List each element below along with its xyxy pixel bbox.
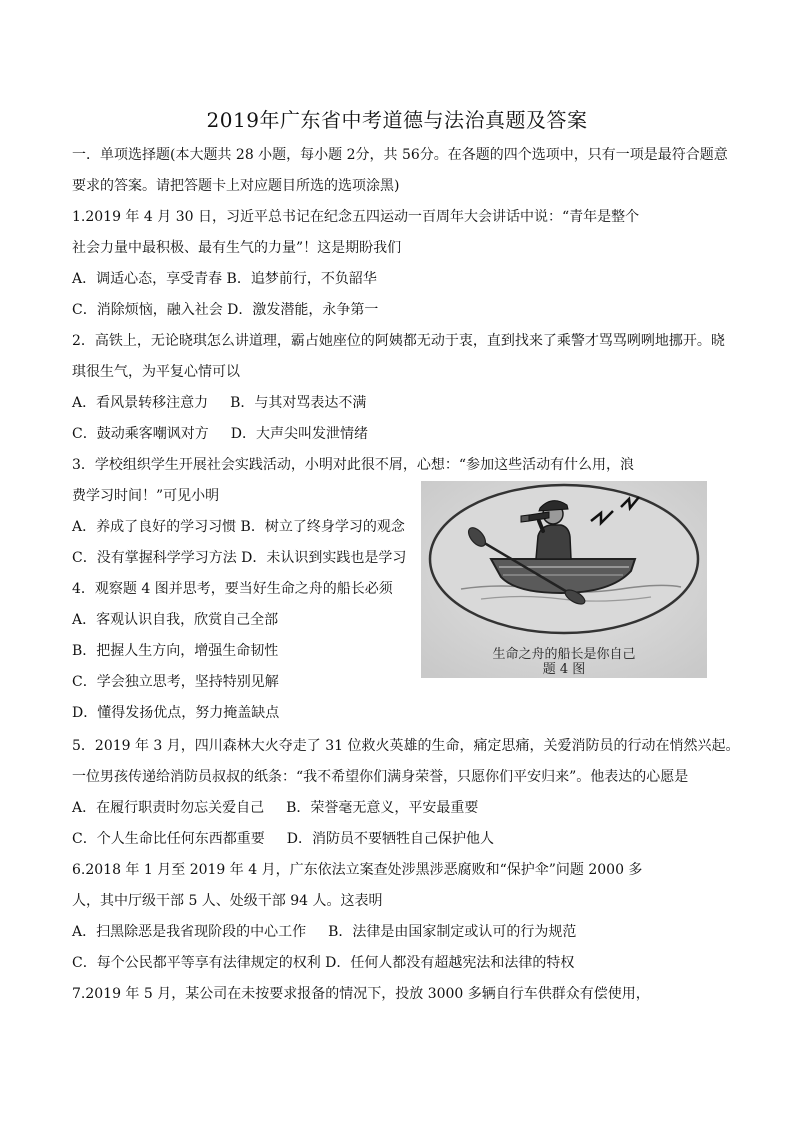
section-instructions-line-2: 要求的答案。请把答题卡上对应题目所选的选项涂黑) bbox=[72, 178, 400, 194]
question-4-figure bbox=[421, 481, 707, 678]
question-2-option-a: A．看风景转移注意力 bbox=[72, 395, 209, 411]
question-2-option-c: C．鼓动乘客嘲讽对方 bbox=[72, 426, 209, 442]
question-2-options-cd bbox=[72, 425, 368, 443]
question-3-stem-line-1: 3．学校组织学生开展社会实践活动，小明对此很不屑，心想：“参加这些活动有什么用，浪 bbox=[72, 457, 635, 473]
question-4-stem: 4．观察题 4 图并思考，要当好生命之舟的船长必须 bbox=[72, 581, 393, 597]
question-4-option-a: A．客观认识自我，欣赏自己全部 bbox=[72, 612, 279, 628]
question-3-stem-line-2: 费学习时间！”可见小明 bbox=[72, 488, 220, 504]
question-6-options-cd: C．每个公民都平等享有法律规定的权利 D．任何人都没有超越宪法和法律的特权 bbox=[72, 955, 575, 971]
section-instructions-line-1: 一．单项选择题(本大题共 28 小题，每小题 2分，共 56分。在各题的四个选项中，只有一项是最符合题意 bbox=[72, 147, 728, 163]
question-5-option-b: B．荣誉毫无意义，平安最重要 bbox=[286, 800, 479, 816]
question-4-option-c: C．学会独立思考，坚持特别见解 bbox=[72, 674, 279, 690]
question-4-option-b: B．把握人生方向，增强生命韧性 bbox=[72, 643, 279, 659]
question-7-stem-line-1: 7.2019 年 5 月，某公司在未按要求报备的情况下，投放 3000 多辆自行车供群众有偿使用， bbox=[72, 986, 650, 1002]
question-1-options-cd: C．消除烦恼，融入社会 D．激发潜能，永争第一 bbox=[72, 302, 379, 318]
question-6-option-a: A．扫黑除恶是我省现阶段的中心工作 bbox=[72, 924, 307, 940]
question-3-options-cd: C．没有掌握科学学习方法 D．未认识到实践也是学习 bbox=[72, 550, 407, 566]
question-5-option-a: A．在履行职责时勿忘关爱自己 bbox=[72, 800, 265, 816]
question-2-stem-line-2: 琪很生气，为平复心情可以 bbox=[72, 364, 240, 380]
question-4-option-d: D．懂得发扬优点，努力掩盖缺点 bbox=[72, 705, 280, 721]
question-1-stem-line-2: 社会力量中最积极、最有生气的力量”！这是期盼我们 bbox=[72, 240, 402, 256]
question-6-options-ab bbox=[72, 923, 576, 941]
question-5-options-cd bbox=[72, 830, 494, 848]
question-5-stem-line-2: 一位男孩传递给消防员叔叔的纸条：“我不希望你们满身荣誉，只愿你们平安归来”。他表达的心愿是 bbox=[72, 769, 689, 785]
question-6-stem-line-1: 6.2018 年 1 月至 2019 年 4 月，广东依法立案查处涉黑涉恶腐败和“保护伞”问题 2000 多 bbox=[72, 862, 643, 878]
question-6-option-b: B．法律是由国家制定或认可的行为规范 bbox=[328, 924, 577, 940]
question-2-option-b: B．与其对骂表达不满 bbox=[230, 395, 367, 411]
question-5-stem-line-1: 5．2019 年 3 月，四川森林大火夺走了 31 位救火英雄的生命，痛定思痛，关爱消防员的行动在悄然兴起。 bbox=[72, 738, 740, 754]
question-1-stem-line-1: 1.2019 年 4 月 30 日，习近平总书记在纪念五四运动一百周年大会讲话中说：“青年是整个 bbox=[72, 209, 640, 225]
question-3-options-ab: A．养成了良好的学习习惯 B．树立了终身学习的观念 bbox=[72, 519, 405, 535]
question-5-option-c: C．个人生命比任何东西都重要 bbox=[72, 831, 265, 847]
question-1-options-ab: A．调适心态，享受青春 B．追梦前行，不负韶华 bbox=[72, 271, 377, 287]
figure-label: 题 4 图 bbox=[542, 662, 586, 677]
figure-caption: 生命之舟的船长是你自己 bbox=[492, 647, 636, 662]
question-6-stem-line-2: 人，其中厅级干部 5 人、处级干部 94 人。这表明 bbox=[72, 893, 383, 909]
question-2-stem-line-1: 2．高铁上，无论晓琪怎么讲道理，霸占她座位的阿姨都无动于衷，直到找来了乘警才骂骂咧咧地挪开。晓 bbox=[72, 333, 725, 349]
question-5-option-d: D．消防员不要牺牲自己保护他人 bbox=[286, 831, 494, 847]
question-2-options-ab bbox=[72, 394, 366, 412]
question-5-options-ab bbox=[72, 799, 478, 817]
question-2-option-d: D．大声尖叫发泄情绪 bbox=[230, 426, 368, 442]
page-title: 2019年广东省中考道德与法治真题及答案 bbox=[206, 108, 588, 132]
